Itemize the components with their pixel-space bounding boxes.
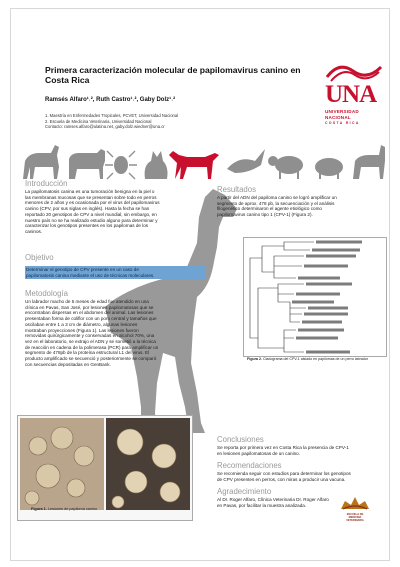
text-line: en lesiones papilomatosas de un canino.	[217, 450, 300, 456]
figure-1-label: Figura 1.	[31, 507, 47, 511]
text-line: reportado 20 genotipos de CPV a nivel mundial, sin embargo, en	[25, 211, 157, 217]
text-line: Un labrador macho de 5 meses de edad fue atendido en una	[25, 299, 149, 304]
text-line: Al Dr. Roger Alfaro, Clínica Veterinaria Dr. Roger Alfaro	[217, 497, 329, 502]
figure-2-caption	[247, 357, 383, 361]
text-line: nuestro país no se ha realizado estudio alguno para determinar y	[25, 217, 158, 223]
text-line: producto amplificado se secuenció y posteriormente se comparó	[25, 356, 157, 362]
vet-school-emblem-icon	[337, 493, 373, 513]
text-line: ESCUELA DE	[346, 513, 364, 516]
logo-line-1: UNIVERSIDAD	[325, 109, 359, 114]
logo-line-2: NACIONAL	[325, 115, 351, 120]
figure-1-photos	[17, 415, 193, 521]
text-line: canino (CPV, por sus siglas en inglés). Hasta la fecha se han	[25, 206, 150, 212]
text-line: segmento de aprox. 478 pb, la secuenciación y el análisis	[217, 200, 335, 206]
figure-2-caption-text: Cladograma del CPV-1 aislado en papilomas de un perro labrador	[261, 357, 369, 361]
recomendaciones-text	[217, 471, 383, 482]
figure-1-caption-text: Lesiones de papiloma canino	[46, 507, 98, 511]
resultados-heading: Resultados	[217, 185, 257, 194]
text-line: con secuencias depositadas en GenBank.	[25, 361, 111, 367]
figure-2-label: Figura 2.	[247, 357, 262, 361]
text-line: Se recomienda seguir con estudios para determinar los genotipos	[217, 471, 351, 476]
resultados-text	[217, 195, 383, 218]
text-line: presentaban forma de coliflor con un poro central y tamaños que	[25, 316, 157, 322]
bird-icon	[227, 149, 265, 173]
text-line: segmento de 478pb de la proteína estructural L1 del virus. El	[25, 350, 150, 356]
text-line: papilomavirus canino tipo 1 (CPV-1) (Figura 2).	[217, 212, 313, 218]
cow-icon	[69, 149, 105, 179]
poster	[10, 8, 390, 561]
affiliations	[45, 113, 305, 130]
text-line: Se reporta por primera vez en Costa Rica la presencia de CPV-1	[217, 445, 349, 450]
text-line: caracterizar los genotipos presentes en los papilomas de los	[25, 223, 149, 229]
logo-word: UNA	[325, 81, 377, 108]
pig-icon	[315, 158, 343, 179]
text-line: de CPV presentes en perros, con miras a producir una vacuna.	[217, 476, 346, 482]
agradecimiento-heading: Agradecimiento	[217, 487, 272, 496]
conclusiones-heading: Conclusiones	[217, 435, 264, 444]
text-line: en Pavas, por facilitar la muestra analizada.	[217, 502, 307, 508]
una-logo	[319, 59, 389, 129]
poster-authors: Ramsés Alfaro¹˒², Ruth Castro¹˒², Gaby Dolz¹˒²	[45, 97, 176, 103]
text-line: mostraban proyecciones (Figura 1). Las lesiones fueron	[25, 327, 139, 333]
introduccion-text	[25, 189, 203, 235]
vet-school-logo	[337, 493, 373, 527]
animal-silhouettes	[17, 139, 389, 183]
lesion-photos-graphic	[18, 416, 192, 520]
objetivo-heading: Objetivo	[25, 253, 54, 262]
poster-title: Primera caracterización molecular de papilomavirus canino en Costa Rica	[45, 65, 301, 85]
vet-school-name	[337, 513, 373, 523]
cat-icon	[145, 151, 168, 179]
text-line: filogenético determinaron el agente etiológico como	[217, 206, 322, 212]
metodologia-heading: Metodología	[25, 289, 68, 298]
text-line: caninos.	[25, 228, 43, 234]
text-line: Determinar el genotipo de CPV presente en un caso de	[26, 267, 139, 272]
tick-icon	[105, 151, 137, 179]
text-line: clínica en Pavas, San José, por lesiones papilomatosas que se	[25, 304, 154, 310]
agradecimiento-text	[217, 497, 341, 508]
cladogram-graphic	[244, 238, 386, 356]
conclusiones-text	[217, 445, 383, 456]
affiliation-1: 1. Maestría en Enfermedades Tropicales, PCVET, Universidad Nacional	[45, 113, 179, 118]
figure-1-caption	[31, 507, 97, 511]
text-line: papilomatosis canina mediante el uso de técnicas moleculares.	[26, 272, 155, 278]
affiliation-2: 2. Escuela de Medicina Veterinaria, Universidad Nacional	[45, 118, 152, 124]
horse-icon	[23, 145, 59, 179]
text-line: removidas quirúrgicamente y conservadas en alcohol 70%, una	[25, 333, 155, 339]
text-line: La papilomatosis canina es una tumoración benigna en la piel o	[25, 189, 155, 194]
text-line: encontraban dispersas en el abdomen del animal. Las lesiones	[25, 310, 154, 316]
logo-line-3: COSTA RICA	[325, 121, 360, 125]
text-line: las membranas mucosas que se presentan sobre todo en perros	[25, 194, 157, 200]
text-line: VETERINARIA	[346, 519, 364, 523]
logo-wave-icon	[319, 59, 389, 83]
metodologia-text	[25, 299, 203, 367]
text-line: de reacción en cadena de la polimerasa (PCR) para amplificar un	[25, 344, 159, 350]
text-line: A partir del ADN del papiloma canino se logró amplificar un	[217, 195, 337, 200]
donkey-icon	[353, 145, 385, 179]
text-line: menores de 2 años y es ocasionada por el virus del papilomavirus	[25, 200, 160, 206]
sheep-icon	[268, 156, 303, 179]
text-line: vez en el laboratorio, se extrajo el ADN y se sometió a la técnica	[25, 338, 156, 344]
contact-line: Contacto: ramses.alfaro@ulatina.net, gaby.dolz.wiedner@una.cr	[45, 124, 165, 130]
introduccion-heading: Introducción	[25, 179, 68, 188]
figure-2-cladogram	[243, 237, 387, 357]
text-line: MEDICINA	[348, 516, 362, 520]
objetivo-highlight	[25, 266, 205, 279]
red-dog-icon	[169, 151, 219, 179]
text-line: oscilaban entre 1 a 3 cm de diámetro, algunas lesiones	[25, 321, 138, 327]
recomendaciones-heading: Recomendaciones	[217, 461, 282, 470]
